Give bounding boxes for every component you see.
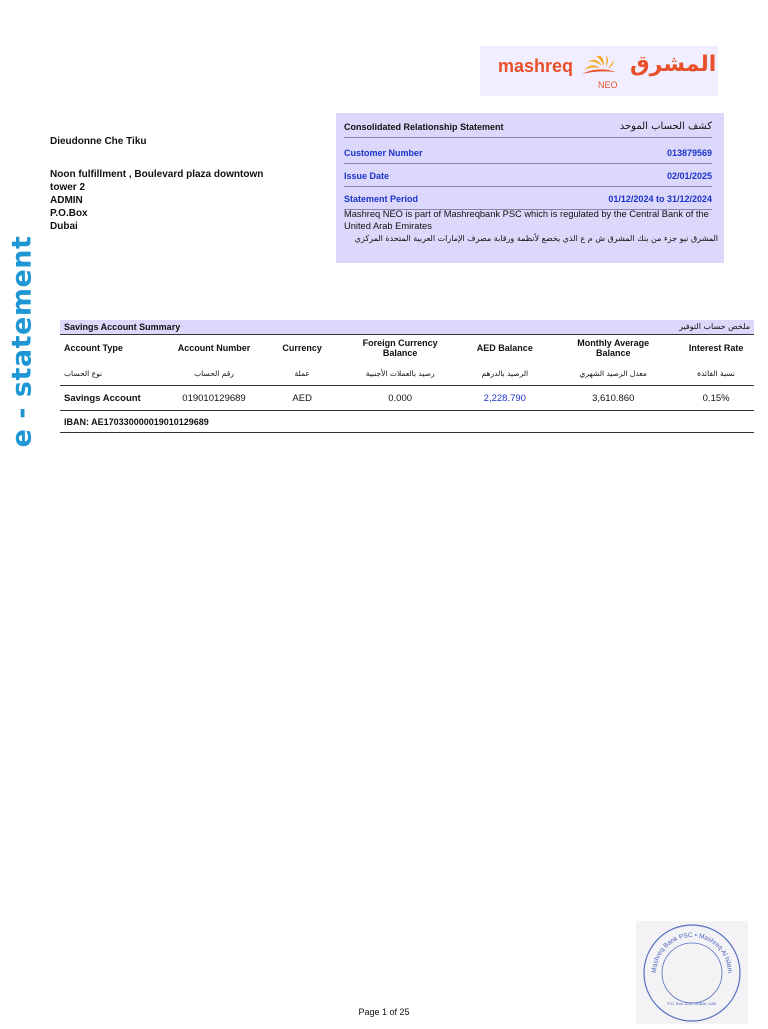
- interest-rate: 0.15%: [678, 386, 754, 411]
- column-header-ar: الرصيد بالدرهم: [461, 361, 548, 386]
- statement-period-row: [344, 186, 712, 210]
- column-header-ar: رصيد بالعملات الأجنبية: [339, 361, 461, 386]
- customer-number-label: Customer Number: [344, 148, 423, 158]
- address-line: Noon fulfillment , Boulevard plaza downtown: [50, 169, 264, 180]
- table-header-row: [60, 335, 754, 361]
- logo-neo: NEO: [598, 80, 618, 90]
- regulatory-note-ar: المشرق نيو جزء من بنك المشرق ش م ع الذي يخضع لأنظمة ورقابة مصرف الإمارات العربية المتحدة المركزي: [354, 234, 718, 243]
- customer-number-row: [344, 137, 712, 164]
- table-header-row-ar: [60, 361, 754, 386]
- account-type: Savings Account: [60, 386, 163, 411]
- svg-text:Mashreq Bank PSC • Mashreq Al: [636, 921, 733, 973]
- column-header: Foreign Currency Balance: [362, 338, 438, 358]
- customer-number: 013879569: [666, 148, 712, 158]
- summary-header: [60, 320, 754, 334]
- savings-summary: [60, 320, 754, 433]
- column-header: Account Number: [177, 343, 251, 353]
- summary-table: [60, 335, 754, 433]
- column-header-ar: رقم الحساب: [163, 361, 266, 386]
- column-header-ar: نسبة الفائدة: [678, 361, 754, 386]
- page-number: Page 1 of 25: [358, 1007, 410, 1017]
- statement-info-box: [336, 113, 724, 263]
- iban: IBAN: AE170330000019010129689: [60, 411, 754, 433]
- monthly-average-balance: 3,610.860: [548, 386, 678, 411]
- logo: [480, 46, 718, 96]
- summary-title: Savings Account Summary: [64, 322, 181, 332]
- table-row: [60, 386, 754, 411]
- address-line: tower 2: [50, 182, 86, 193]
- statement-period: 01/12/2024 to 31/12/2024: [608, 194, 712, 204]
- address-line: ADMIN: [50, 195, 83, 206]
- foreign-currency-balance: 0.000: [339, 386, 461, 411]
- stamp-inner-text: P.O. Box 1250 DUBAI, UAE: [667, 1001, 717, 1006]
- iban-row: [60, 411, 754, 433]
- column-header-ar: عملة: [265, 361, 338, 386]
- column-header: Account Type: [64, 343, 123, 353]
- logo-text-en: mashreq: [498, 56, 574, 76]
- summary-title-ar: ملخص حساب التوفير: [679, 322, 750, 331]
- issue-date-row: [344, 163, 712, 187]
- statement-title: Consolidated Relationship Statement: [344, 122, 504, 132]
- column-header-ar: معدل الرصيد الشهري: [548, 361, 678, 386]
- issue-date-label: Issue Date: [344, 171, 390, 181]
- column-header-ar: نوع الحساب: [60, 361, 163, 386]
- column-header: Monthly Average Balance: [577, 338, 650, 358]
- recipient-address: [50, 135, 263, 233]
- sun-icon: [580, 52, 618, 80]
- logo-text-ar: المشرق: [630, 52, 717, 77]
- statement-period-label: Statement Period: [344, 194, 419, 204]
- currency: AED: [265, 386, 338, 411]
- account-number: 019010129689: [163, 386, 266, 411]
- e-statement-label: e - statement: [6, 235, 38, 448]
- column-header: Interest Rate: [688, 343, 744, 353]
- statement-title-row: [344, 113, 712, 138]
- aed-balance: 2,228.790: [461, 386, 548, 411]
- regulatory-note: Mashreq NEO is part of Mashreqbank PSC which is regulated by the Central Bank of the United Arab Emirates: [344, 209, 709, 231]
- address-line: P.O.Box: [50, 208, 88, 219]
- column-header: Currency: [282, 343, 322, 353]
- statement-title-ar: كشف الحساب الموحد: [619, 121, 712, 132]
- address-line: Dubai: [50, 221, 78, 232]
- recipient-name: Dieudonne Che Tiku: [50, 136, 147, 147]
- issue-date: 02/01/2025: [666, 171, 712, 181]
- column-header: AED Balance: [476, 343, 533, 353]
- stamp-outer-text: Mashreq Bank PSC • Mashreq Al Islam: [650, 931, 734, 974]
